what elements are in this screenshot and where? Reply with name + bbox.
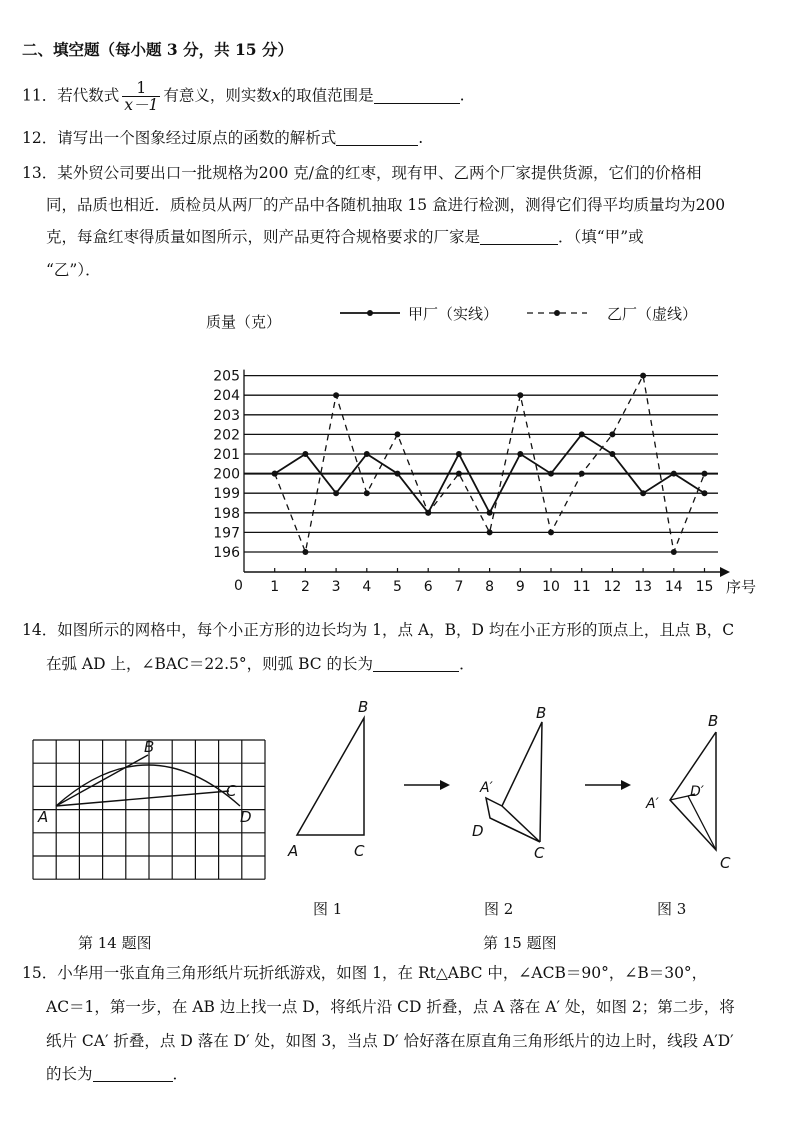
question-number: 11． bbox=[22, 86, 58, 105]
question-text: 克，每盒红枣得质量如图所示，则产品更符合规格要求的厂家是 bbox=[46, 228, 481, 246]
figure-15-1 bbox=[282, 700, 392, 870]
data-point bbox=[548, 471, 554, 477]
caption-q14: 第 14 题图 bbox=[78, 934, 152, 952]
segment-AC bbox=[56, 791, 229, 806]
fold-line-CD bbox=[490, 818, 540, 842]
caption-fig2: 图 2 bbox=[484, 900, 514, 918]
legend-marker bbox=[367, 310, 373, 316]
question-number: 13． bbox=[22, 164, 58, 182]
data-point bbox=[487, 510, 493, 516]
y-tick-label: 196 bbox=[213, 545, 240, 561]
data-point bbox=[333, 490, 339, 496]
chart-origin-label: 0 bbox=[234, 578, 243, 594]
data-point bbox=[702, 471, 708, 477]
question-number: 15． bbox=[22, 964, 58, 982]
y-tick-label: 197 bbox=[213, 525, 240, 542]
answer-blank[interactable] bbox=[480, 228, 558, 245]
fraction bbox=[122, 80, 160, 113]
figure-14-grid bbox=[28, 730, 268, 910]
data-point bbox=[364, 490, 370, 496]
question-15-line-3: 纸片 CA′ 折叠，点 D 落在 D′ 处，如图 3，当点 D′ 恰好落在原直角三角形纸片的边上时，线段 A′D′ bbox=[46, 1032, 734, 1050]
question-end: ． bbox=[172, 1065, 189, 1083]
label-C: C bbox=[354, 842, 365, 860]
data-point bbox=[579, 431, 585, 437]
x-tick-label: 12 bbox=[603, 579, 622, 595]
label-D: D bbox=[472, 822, 484, 840]
data-point bbox=[364, 451, 370, 457]
question-number: 12． bbox=[22, 129, 58, 147]
data-point bbox=[395, 431, 401, 437]
question-end: . bbox=[459, 86, 465, 105]
question-text: 的取值范围是 bbox=[280, 86, 374, 105]
question-end: . bbox=[418, 129, 424, 147]
label-C: C bbox=[720, 854, 731, 872]
x-tick-label: 2 bbox=[300, 579, 310, 595]
data-point bbox=[487, 529, 493, 535]
x-tick-label: 8 bbox=[485, 579, 495, 595]
label-B: B bbox=[144, 738, 155, 756]
chart-ylabel: 质量（克） bbox=[206, 313, 282, 331]
data-point bbox=[609, 451, 615, 457]
x-tick-label: 7 bbox=[454, 579, 464, 595]
data-point bbox=[579, 471, 585, 477]
question-end: ． bbox=[459, 655, 475, 673]
label-A: A bbox=[288, 842, 299, 860]
series-line-yi bbox=[275, 376, 705, 552]
label-C: C bbox=[226, 782, 237, 800]
label-B: B bbox=[708, 712, 719, 730]
chart-grid bbox=[213, 369, 730, 595]
question-15-line-1 bbox=[22, 963, 707, 983]
chart-legend bbox=[340, 305, 697, 323]
data-point bbox=[302, 549, 308, 555]
question-text: 若代数式 bbox=[57, 86, 120, 105]
question-text: 的长为 bbox=[46, 1065, 93, 1083]
x-tick-label: 11 bbox=[572, 579, 591, 595]
question-13-line-3 bbox=[46, 227, 644, 247]
x-tick-label: 9 bbox=[515, 579, 525, 595]
data-point bbox=[333, 392, 339, 398]
figure-15-2 bbox=[462, 700, 572, 870]
caption-q15: 第 15 题图 bbox=[483, 934, 557, 952]
figure-15-3 bbox=[640, 700, 750, 870]
arc-AD bbox=[56, 765, 240, 806]
answer-blank[interactable] bbox=[374, 87, 460, 104]
x-axis-arrow-icon bbox=[720, 567, 730, 577]
x-tick-label: 1 bbox=[270, 579, 280, 595]
question-13-line-1 bbox=[22, 163, 701, 183]
chart-series bbox=[272, 373, 708, 555]
label-B: B bbox=[358, 698, 369, 716]
x-tick-label: 13 bbox=[634, 579, 653, 595]
fraction-denominator: x－1 bbox=[124, 96, 159, 114]
x-tick-label: 6 bbox=[423, 579, 433, 595]
y-tick-label: 199 bbox=[213, 486, 240, 503]
data-point bbox=[456, 451, 462, 457]
answer-blank[interactable] bbox=[373, 655, 459, 672]
section-title: 二、填空题（每小题 3 分，共 15 分） bbox=[22, 40, 293, 59]
caption-fig1: 图 1 bbox=[313, 900, 343, 918]
variable: x bbox=[271, 86, 281, 105]
y-tick-label: 200 bbox=[213, 466, 240, 483]
caption-fig3: 图 3 bbox=[657, 900, 687, 918]
y-tick-label: 205 bbox=[213, 368, 240, 385]
question-number: 14． bbox=[22, 621, 58, 639]
data-point bbox=[517, 392, 523, 398]
legend-marker bbox=[554, 310, 560, 316]
question-13-line-2: 同，品质也相近．质检员从两厂的产品中各随机抽取 15 盒进行检测，测得它们得平均质量均为200 bbox=[46, 196, 726, 214]
answer-blank[interactable] bbox=[93, 1065, 173, 1082]
question-14-line-2 bbox=[46, 654, 475, 674]
label-A-prime: A′ bbox=[480, 780, 493, 796]
legend-label: 乙厂（虚线） bbox=[607, 305, 698, 323]
question-text: ．（填“甲”或 bbox=[558, 228, 644, 246]
data-point bbox=[272, 471, 278, 477]
x-tick-label: 15 bbox=[695, 579, 714, 595]
fraction-numerator: 1 bbox=[122, 80, 160, 97]
label-C: C bbox=[534, 844, 545, 862]
question-text: 有意义，则实数 bbox=[163, 86, 272, 105]
x-tick-label: 4 bbox=[362, 579, 372, 595]
data-point bbox=[395, 471, 401, 477]
data-point bbox=[609, 431, 615, 437]
data-point bbox=[702, 490, 708, 496]
y-tick-label: 204 bbox=[213, 388, 240, 405]
y-tick-label: 198 bbox=[213, 505, 240, 522]
label-B: B bbox=[536, 704, 547, 722]
question-text: 请写出一个图象经过原点的函数的解析式 bbox=[57, 129, 337, 147]
question-13-line-4: “乙”）． bbox=[46, 261, 101, 279]
data-point bbox=[671, 549, 677, 555]
y-tick-label: 202 bbox=[213, 427, 240, 444]
question-14-line-1 bbox=[22, 620, 734, 640]
question-15-line-4 bbox=[46, 1064, 188, 1084]
x-tick-label: 14 bbox=[664, 579, 683, 595]
data-point bbox=[425, 510, 431, 516]
triangle-ABC bbox=[297, 718, 364, 835]
question-text: 某外贸公司要出口一批规格为200 克/盒的红枣，现有甲、乙两个厂家提供货源，它们的价格相 bbox=[57, 164, 702, 182]
y-tick-label: 203 bbox=[213, 407, 240, 424]
question-text: 如图所示的网格中，每个小正方形的边长均为 1，点 A，B，D 均在小正方形的顶点上，且点 B，C bbox=[57, 621, 735, 639]
data-point bbox=[640, 490, 646, 496]
quality-line-chart bbox=[0, 295, 794, 595]
y-tick-label: 201 bbox=[213, 447, 240, 463]
data-point bbox=[517, 451, 523, 457]
label-D: D bbox=[240, 808, 252, 826]
arrow-right-icon bbox=[402, 775, 452, 795]
question-15-line-2: AC＝1，第一步，在 AB 边上找一点 D，将纸片沿 CD 折叠，点 A 落在 A′ 处，如图 2；第二步，将 bbox=[46, 998, 735, 1016]
question-12 bbox=[22, 128, 423, 148]
x-tick-label: 10 bbox=[542, 579, 560, 595]
data-point bbox=[548, 529, 554, 535]
question-11 bbox=[22, 80, 465, 113]
data-point bbox=[671, 471, 677, 477]
label-A: A bbox=[38, 808, 49, 826]
answer-blank[interactable] bbox=[336, 129, 418, 146]
x-tick-label: 5 bbox=[393, 579, 402, 595]
x-tick-label: 3 bbox=[331, 579, 341, 595]
data-point bbox=[640, 373, 646, 379]
label-A-prime: A′ bbox=[646, 796, 659, 812]
question-text: 在弧 AD 上，∠BAC＝22.5°，则弧 BC 的长为 bbox=[46, 655, 374, 673]
data-point bbox=[302, 451, 308, 457]
arrow-right-icon bbox=[583, 775, 633, 795]
label-D-prime: D′ bbox=[690, 784, 704, 800]
legend-label: 甲厂（实线） bbox=[408, 305, 499, 323]
data-point bbox=[456, 471, 462, 477]
chart-xlabel: 序号 bbox=[726, 578, 757, 596]
grid-lines bbox=[33, 740, 265, 879]
question-text: 小华用一张直角三角形纸片玩折纸游戏，如图 1，在 Rt△ABC 中，∠ACB＝90°，∠B＝30°， bbox=[57, 964, 708, 982]
